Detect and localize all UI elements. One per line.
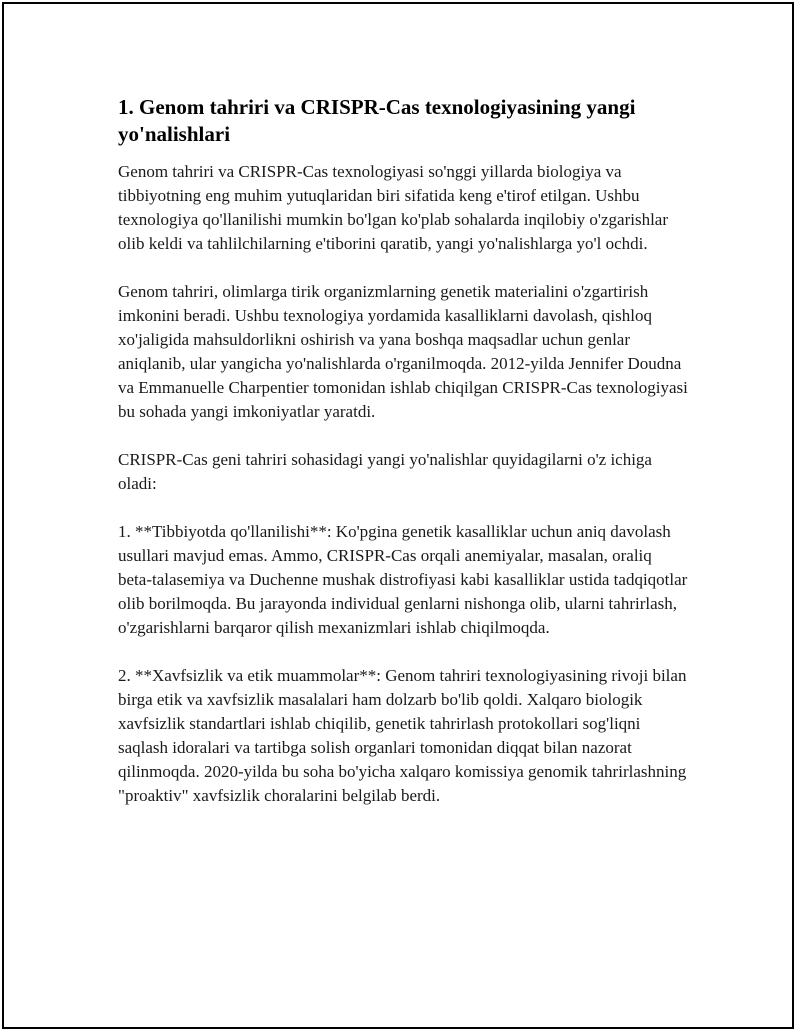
paragraph-directions-intro: CRISPR-Cas geni tahriri sohasidagi yangi yo'nalishlar quyidagilarni o'z ichiga oladi: [118, 450, 652, 493]
paragraph-genome-editing: Genom tahriri, olimlarga tirik organizmlarning genetik materialini o'zgartirish imkonini beradi. Ushbu texnologiya yordamida kasalliklarni davolash, qishloq xo'jaligida mahsuldorlikni oshirish va yana boshqa maqsadlar uchun genlar aniqlanib, ular yangicha yo'nalishlarda o'rganilmoqda. 2012-yilda Jennifer Doudna va Emmanuelle Charpentier tomonidan ishlab chiqilgan CRISPR-Cas texnologiyasi bu sohada yangi imkoniyatlar yaratdi. [118, 282, 688, 421]
document-body [118, 94, 688, 832]
paragraph-medicine: 1. **Tibbiyotda qo'llanilishi**: Ko'pgina genetik kasalliklar uchun aniq davolash usullari mavjud emas. Ammo, CRISPR-Cas orqali anemiyalar, masalan, oraliq beta-talasemiya va Duchenne mushak distrofiyasi kabi kasalliklar ustida tadqiqotlar olib borilmoqda. Bu jarayonda individual genlarni nishonga olib, ularni tahrirlash, o'zgarishlarni barqaror qilish mexanizmlari ishlab chiqilmoqda. [118, 522, 688, 637]
paragraph-intro: Genom tahriri va CRISPR-Cas texnologiyasi so'nggi yillarda biologiya va tibbiyotning eng muhim yutuqlaridan biri sifatida keng e'tirof etilgan. Ushbu texnologiya qo'llanilishi mumkin bo'lgan ko'plab sohalarda inqilobiy o'zgarishlar olib keldi va tahlilchilarning e'tiborini qaratib, yangi yo'nalishlarga yo'l ochdi. [118, 162, 669, 253]
section-heading: 1. Genom tahriri va CRISPR-Cas texnologiyasining yangi yo'nalishlari [118, 95, 636, 146]
paragraph-safety-ethics: 2. **Xavfsizlik va etik muammolar**: Genom tahriri texnologiyasining rivoji bilan birga etik va xavfsizlik masalalari ham dolzarb bo'lib qoldi. Xalqaro biologik xavfsizlik standartlari ishlab chiqilib, genetik tahrirlash protokollari sog'liqni saqlash idoralari va tartibga solish organlari tomonidan diqqat bilan nazorat qilinmoqda. 2020-yilda bu soha bo'yicha xalqaro komissiya genomik tahrirlashning "proaktiv" xavfsizlik choralarini belgilab berdi. [118, 666, 687, 805]
